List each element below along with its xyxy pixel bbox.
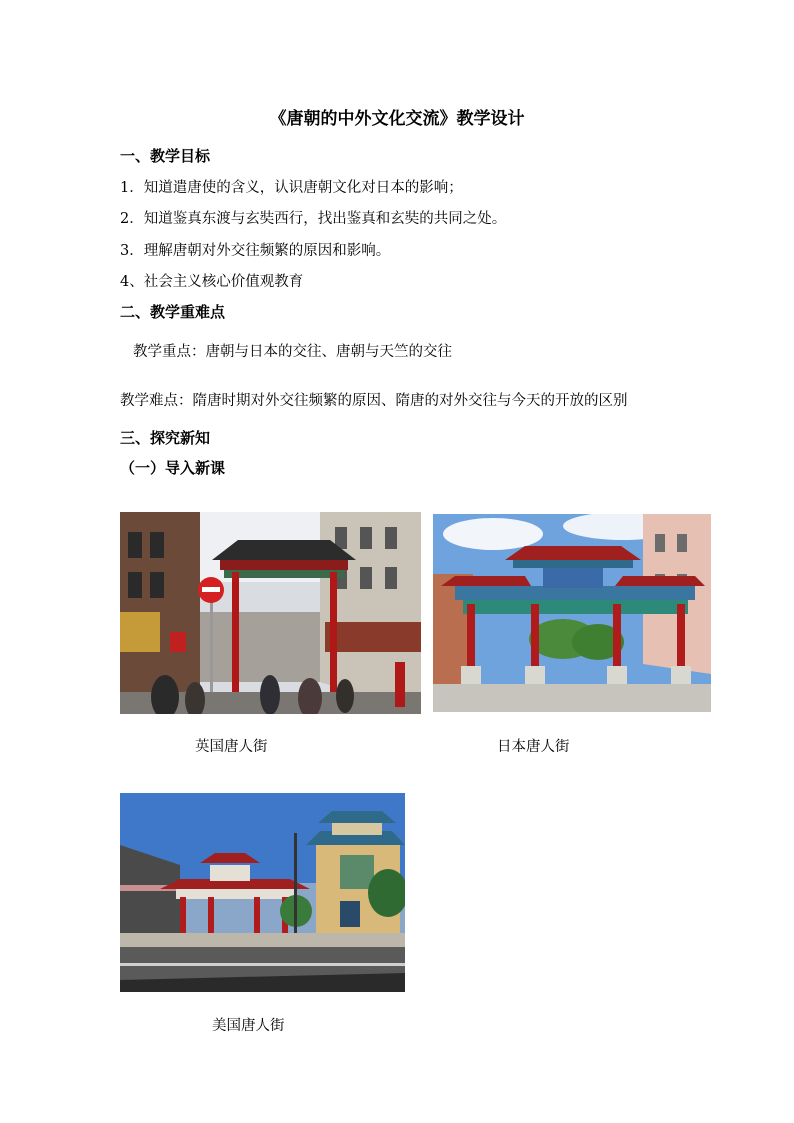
japan-chinatown-caption: 日本唐人街 bbox=[497, 739, 570, 755]
section-1-heading: 一、教学目标 bbox=[120, 147, 211, 165]
uk-chinatown-photo bbox=[120, 512, 421, 714]
sub-heading-intro: （一）导入新课 bbox=[120, 459, 226, 477]
difficult-point-text: 教学难点：隋唐时期对外交往频繁的原因、隋唐的对外交往与今天的开放的区别 bbox=[120, 393, 628, 409]
objective-3: 3．理解唐朝对外交往频繁的原因和影响。 bbox=[120, 243, 391, 259]
usa-chinatown-caption: 美国唐人街 bbox=[212, 1018, 285, 1034]
japan-chinatown-photo bbox=[433, 514, 711, 712]
section-3-heading: 三、探究新知 bbox=[120, 429, 211, 447]
section-2-heading: 二、教学重难点 bbox=[120, 303, 226, 321]
objective-2: 2．知道鉴真东渡与玄奘西行，找出鉴真和玄奘的共同之处。 bbox=[120, 211, 507, 227]
objective-4: 4、社会主义核心价值观教育 bbox=[120, 274, 304, 290]
uk-chinatown-caption: 英国唐人街 bbox=[195, 739, 268, 755]
objective-1: 1．知道遣唐使的含义，认识唐朝文化对日本的影响； bbox=[120, 180, 463, 196]
key-point-text: 教学重点：唐朝与日本的交往、唐朝与天竺的交往 bbox=[133, 344, 452, 360]
page-title: 《唐朝的中外文化交流》教学设计 bbox=[269, 109, 525, 129]
usa-chinatown-photo bbox=[120, 793, 405, 992]
